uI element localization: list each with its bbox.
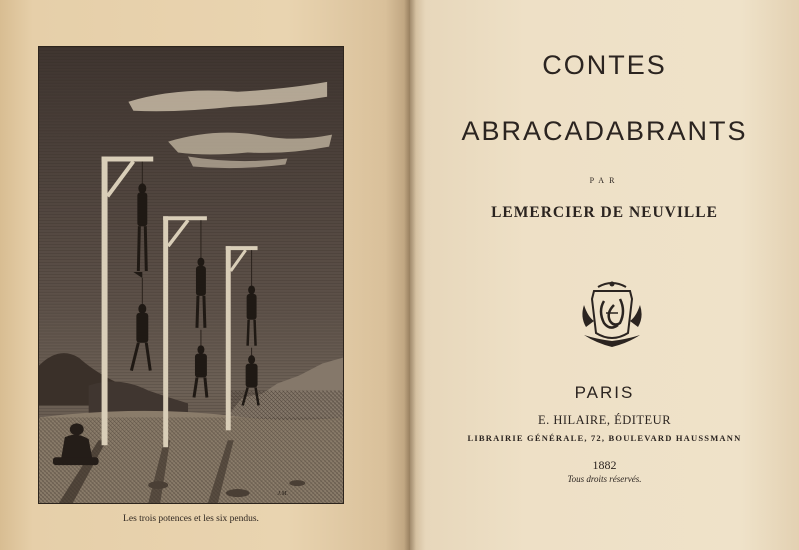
title-line-1: CONTES <box>542 50 667 80</box>
gallows-engraving <box>38 46 344 504</box>
imprint-publisher: E. HILAIRE, ÉDITEUR <box>537 413 672 427</box>
engraving-caption: Les trois potences et les six pendus. <box>123 514 259 524</box>
engraver-signature: J.M. <box>277 491 288 498</box>
by-label: PAR <box>589 176 620 185</box>
imprint-city: PARIS <box>574 383 635 402</box>
title-line-2: ABRACADABRANTS <box>461 116 748 146</box>
publication-year: 1882 <box>592 458 617 472</box>
rights-notice: Tous droits réservés. <box>567 474 642 484</box>
imprint-address: LIBRAIRIE GÉNÉRALE, 72, BOULEVARD HAUSSMANN <box>467 433 742 443</box>
author-name: LEMERCIER DE NEUVILLE <box>491 204 718 221</box>
monogram-emblem-icon <box>576 277 648 353</box>
gallows-illustration-icon <box>39 47 343 503</box>
